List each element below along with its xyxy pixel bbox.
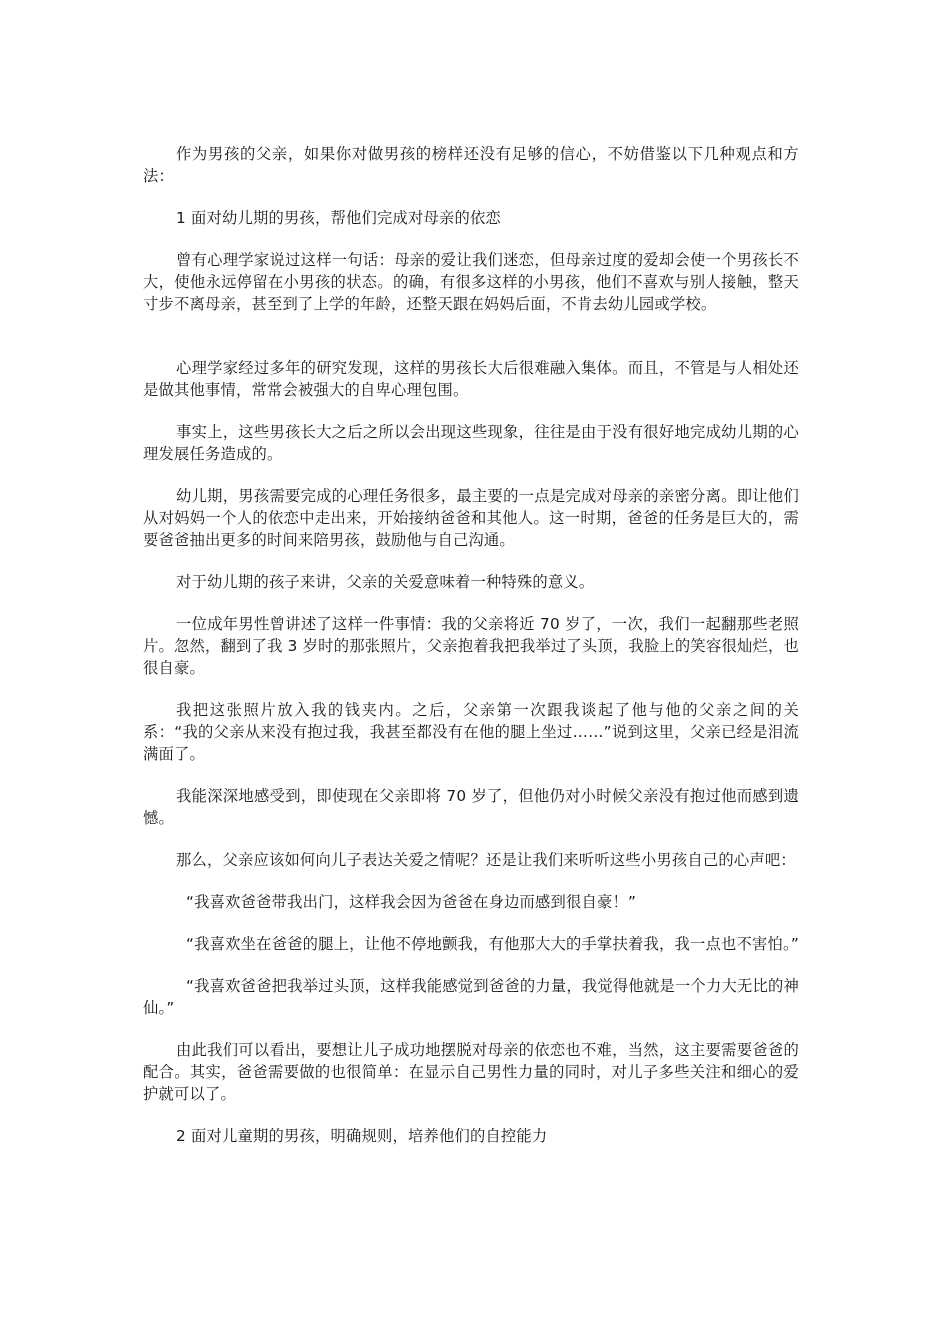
quote-paragraph: “我喜欢爸爸带我出门，这样我会因为爸爸在身边而感到很自豪！” xyxy=(186,893,637,911)
paragraph: 对于幼儿期的孩子来讲，父亲的关爱意味着一种特殊的意义。 xyxy=(176,573,595,591)
paragraph: 事实上，这些男孩长大之后之所以会出现这些现象，往往是由于没有很好地完成幼儿期的心理发展任务造成的。 xyxy=(143,423,799,463)
paragraph-intro: 作为男孩的父亲，如果你对做男孩的榜样还没有足够的信心，不妨借鉴以下几种观点和方法： xyxy=(143,145,799,185)
quote-paragraph: “我喜欢坐在爸爸的腿上，让他不停地颤我，有他那大大的手掌扶着我，我一点也不害怕。” xyxy=(186,935,799,953)
paragraph: 由此我们可以看出，要想让儿子成功地摆脱对母亲的依恋也不难，当然，这主要需要爸爸的配合。其实，爸爸需要做的也很简单：在显示自己男性力量的同时，对儿子多些关注和细心的爱护就可以了。 xyxy=(143,1041,799,1103)
section-heading-1: 1 面对幼儿期的男孩，帮他们完成对母亲的依恋 xyxy=(176,209,501,227)
section-heading-2: 2 面对儿童期的男孩，明确规则，培养他们的自控能力 xyxy=(176,1127,548,1145)
paragraph: 一位成年男性曾讲述了这样一件事情：我的父亲将近 70 岁了，一次，我们一起翻那些老照片。忽然，翻到了我 3 岁时的那张照片，父亲抱着我把我举过了头顶，我脸上的笑容很灿烂，也很自豪。 xyxy=(143,615,799,677)
paragraph: 幼儿期，男孩需要完成的心理任务很多，最主要的一点是完成对母亲的亲密分离。即让他们从对妈妈一个人的依恋中走出来，开始接纳爸爸和其他人。这一时期，爸爸的任务是巨大的，需要爸爸抽出更多的时间来陪男孩，鼓励他与自己沟通。 xyxy=(143,487,799,549)
paragraph: 曾有心理学家说过这样一句话：母亲的爱让我们迷恋，但母亲过度的爱却会使一个男孩长不大，使他永远停留在小男孩的状态。的确，有很多这样的小男孩，他们不喜欢与别人接触，整天寸步不离母亲，甚至到了上学的年龄，还整天跟在妈妈后面，不肯去幼儿园或学校。 xyxy=(143,251,799,313)
paragraph: 心理学家经过多年的研究发现，这样的男孩长大后很难融入集体。而且，不管是与人相处还是做其他事情，常常会被强大的自卑心理包围。 xyxy=(143,359,799,399)
paragraph: 我把这张照片放入我的钱夹内。之后，父亲第一次跟我谈起了他与他的父亲之间的关系：“我的父亲从来没有抱过我，我甚至都没有在他的腿上坐过……”说到这里，父亲已经是泪流满面了。 xyxy=(143,701,799,763)
document-page xyxy=(143,143,799,1167)
quote-paragraph: “我喜欢爸爸把我举过头顶，这样我能感觉到爸爸的力量，我觉得他就是一个力大无比的神仙。” xyxy=(143,977,799,1017)
paragraph: 那么，父亲应该如何向儿子表达关爱之情呢？还是让我们来听听这些小男孩自己的心声吧： xyxy=(176,851,796,869)
paragraph: 我能深深地感受到，即使现在父亲即将 70 岁了，但他仍对小时候父亲没有抱过他而感到遗憾。 xyxy=(143,787,799,827)
